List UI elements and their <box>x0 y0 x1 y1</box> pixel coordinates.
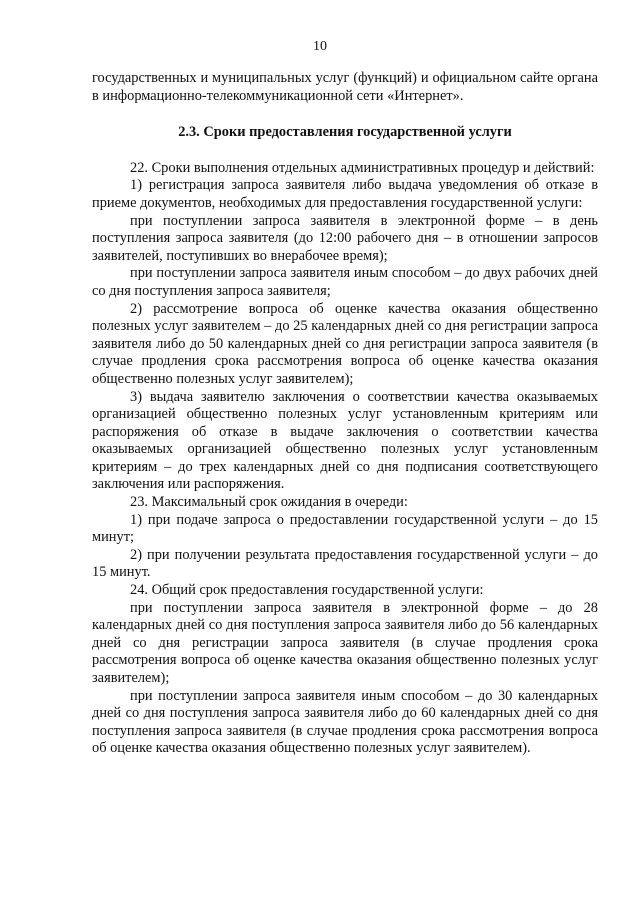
paragraph-23-item-2: 2) при получении результата предоставления государственной услуги – до 15 минут. <box>92 546 598 581</box>
page-number: 10 <box>313 39 327 54</box>
paragraph-22-item-3: 3) выдача заявителю заключения о соответствии качества оказываемых организацией общественно полезных услуг установленным критериям или распоряжения об отказе в выдаче заключения о соответствии качества оказываемых организацией общественно полезных услуг установленным критериям – до трех календарных дней со дня подписания соответствующего заключения или распоряжения. <box>92 388 598 493</box>
paragraph-22-item-2: 2) рассмотрение вопроса об оценке качества оказания общественно полезных услуг заявителем – до 25 календарных дней со дня регистрации запроса заявителя либо до 50 календарных дней со дня регистрации запроса заявителя (в случае продления срока рассмотрения вопроса об оценке качества оказания общественно полезных услуг заявителем); <box>92 300 598 387</box>
paragraph-22-item-1: 1) регистрация запроса заявителя либо выдача уведомления об отказе в приеме документов, необходимых для предоставления государственной услуги: <box>92 177 598 211</box>
paragraph-23-item-1: 1) при подаче запроса о предоставлении государственной услуги – до 15 минут; <box>92 511 598 546</box>
paragraph-22-item-1-other: при поступлении запроса заявителя иным способом – до двух рабочих дней со дня поступления запроса заявителя; <box>92 265 598 299</box>
paragraph-22-item-1-electronic: при поступлении запроса заявителя в электронной форме – в день поступления запроса заявителя (до 12:00 рабочего дня – в отношении запросов заявителей, поступивших во внерабочее время); <box>92 212 598 264</box>
intro-paragraph: государственных и муниципальных услуг (функций) и официальном сайте органа в информационно-телекоммуникационной сети «Интернет». <box>92 70 598 104</box>
paragraph-24: 24. Общий срок предоставления государственной услуги: <box>130 582 484 599</box>
paragraph-22: 22. Сроки выполнения отдельных административных процедур и действий: <box>130 159 595 176</box>
document-body <box>92 70 598 758</box>
paragraph-24-electronic: при поступлении запроса заявителя в электронной форме – до 28 календарных дней со дня поступления запроса заявителя либо до 56 календарных дней со дня регистрации запроса заявителя (в случае продления срока рассмотрения вопроса об оценке качества оказания общественно полезных услуг заявителем); <box>92 599 598 686</box>
paragraph-24-other: при поступлении запроса заявителя иным способом – до 30 календарных дней со дня поступления запроса заявителя либо до 60 календарных дней со дня поступления запроса заявителя (в случае продления срока рассмотрения вопроса об оценке качества оказания общественно полезных услуг заявителем). <box>92 687 598 757</box>
paragraph-23: 23. Максимальный срок ожидания в очереди: <box>130 494 408 511</box>
section-heading: 2.3. Сроки предоставления государственной услуги <box>178 124 512 141</box>
